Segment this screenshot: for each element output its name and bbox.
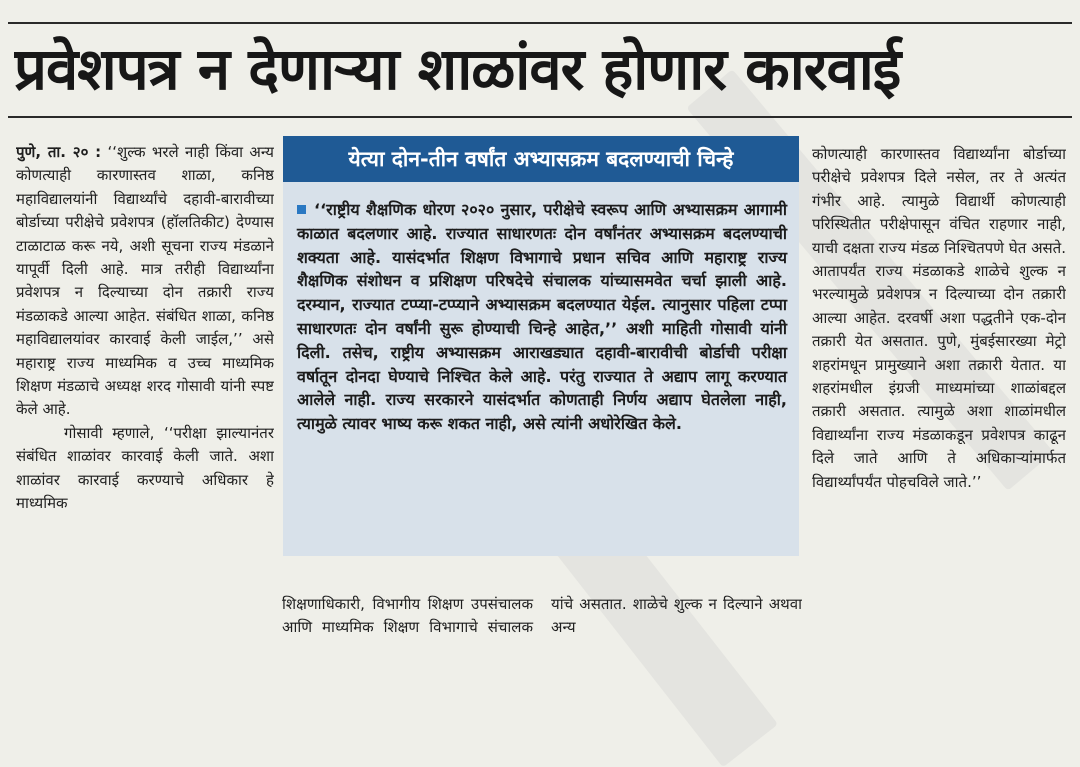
right-column [812,143,1066,655]
headline: प्रवेशपत्र न देणाऱ्या शाळांवर होणार कारवाई [14,35,901,103]
headline-rule [8,116,1072,118]
left-para-1 [16,141,274,422]
right-text: कोणत्याही कारणास्तव विद्यार्थ्यांना बोर्डाच्या परीक्षेचे प्रवेशपत्र दिले नसेल, तर ते अत्यंत गंभीर आहे. त्यामुळे विद्यार्थी कोणत्याही परिस्थितीत परीक्षेपासून वंचित राहणार नाही, याची दक्षता राज्य मंडळ निश्चितपणे घेत असते. आतापर्यंत राज्य मंडळाकडे शाळेचे शुल्क न भरल्यामुळे प्रवेशपत्र न दिल्याच्या दोन तक्रारी आल्या आहेत. दरवर्षी अशा पद्धतीने एक-दोन तक्रारी येत असतात. पुणे, मुंबईसारख्या मेट्रो शहरांमधून प्रामुख्याने अशा तक्रारी येतात. या शहरांमधील इंग्रजी माध्यमांच्या शाळांबद्दल तक्रारी असतात. त्यामुळे अशा शाळांमधील विद्यार्थ्यांना राज्य मंडळाकडून प्रवेशपत्र काढून दिले जाते आणि ते अधिकाऱ्यांमार्फत विद्यार्थ्यांपर्यंत पोहचविले जाते.’’ [812,145,1066,491]
highlight-box [283,136,799,556]
square-bullet-icon [297,205,306,214]
box-body [297,198,787,436]
dateline: पुणे, ता. २० : [16,143,102,161]
middle-column [282,593,802,653]
box-body-text: ‘‘राष्ट्रीय शैक्षणिक धोरण २०२० नुसार, परीक्षेचे स्वरूप आणि अभ्यासक्रम आगामी काळात बदलणार आहे. राज्यात साधारणतः दोन वर्षांनंतर अभ्यासक्रम बदलण्याची शक्यता आहे. यासंदर्भात शिक्षण विभागाचे प्रधान सचिव आणि महाराष्ट्र राज्य शैक्षणिक संशोधन व प्रशिक्षण परिषदेचे संचालक यांच्यासमवेत चर्चा झाली आहे. दरम्यान, राज्यात टप्प्या-टप्प्याने अभ्यासक्रम बदलण्यात येईल. त्यानुसार पहिला टप्पा साधारणतः दोन वर्षांनी सुरू होण्याची चिन्हे आहेत,’’ अशी माहिती गोसावी यांनी दिली. तसेच, राष्ट्रीय अभ्यासक्रम आराखड्यात दहावी-बारावीची बोर्डाची परीक्षा वर्षातून दोनदा घेण्याचे निश्चित केले आहे. परंतु राज्यात ते अद्याप लागू करण्यात आलेले नाही. राज्य सरकारने यासंदर्भात कोणताही निर्णय अद्याप घेतलेला नाही, त्यामुळे त्यावर भाष्य करू शकत नाही, असे त्यांनी अधोरेखित केले. [297,200,787,434]
box-title: येत्या दोन-तीन वर्षांत अभ्यासक्रम बदलण्याची चिन्हे [283,136,799,182]
left-para-1-text: ‘‘शुल्क भरले नाही किंवा अन्य कोणत्याही कारणास्तव शाळा, कनिष्ठ महाविद्यालयांनी विद्यार्थ्यांचे दहावी-बारावीच्या बोर्डाच्या परीक्षेचे प्रवेशपत्र (हॉलतिकीट) देण्यास टाळाटाळ करू नये, अशी सूचना राज्य मंडळाने यापूर्वी दिली आहे. मात्र तरीही विद्यार्थ्यांना प्रवेशपत्र न दिल्याच्या दोन तक्रारी राज्य मंडळाकडे आल्या आहेत. संबंधित शाळा, कनिष्ठ महाविद्यालयांवर कारवाई केली जाईल,’’ असे महाराष्ट्र राज्य माध्यमिक व उच्च माध्यमिक शिक्षण मंडळाचे अध्यक्ष शरद गोसावी यांनी स्पष्ट केले आहे. [16,143,274,419]
left-para-2: गोसावी म्हणाले, ‘‘परीक्षा झाल्यानंतर संबंधित शाळांवर कारवाई केली जाते. अशा शाळांवर कारवाई करण्याचे अधिकार हे माध्यमिक [16,423,274,513]
top-rule [8,22,1072,24]
middle-text: शिक्षणाधिकारी, विभागीय शिक्षण उपसंचालक आणि माध्यमिक शिक्षण विभागाचे संचालक यांचे असतात. शाळेचे शुल्क न दिल्याने अथवा अन्य [282,595,802,637]
left-column [16,141,274,653]
